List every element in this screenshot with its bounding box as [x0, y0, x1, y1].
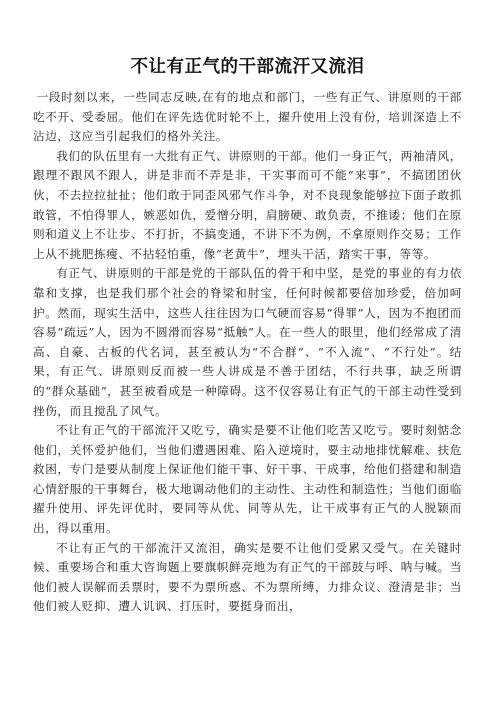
- paragraph: 一段时刻以来，一些同志反映,在有的地点和部门，一些有正气、讲原则的干部吃不开、受委屈。他们在评先选优时轮不上，擢升使用上没有份，培训深造上不沾边，这应当引起我们的格外关注。: [33, 90, 462, 144]
- paragraph: 不让有正气的干部流汗又吃亏，确实是要不让他们吃苦又吃亏。要时刻惦念他们，关怀爱护他们，当他们遭遇困难、陷入逆境时，要主动地排忧解难、扶危救困，专门是要从制度上保证他们能干事、好干事、干成事，给他们搭建和制造心情舒服的干事舞台，极大地调动他们的主动性、主动性和制造性；当他们面临擢升使用、评先评优时，要同等从优、同等从先，让干成事有正气的人脱颖而出，得以重用。: [33, 423, 462, 536]
- paragraph: 不让有正气的干部流汗又流泪，确实是要不让他们受累又受气。在关键时候、重要场合和重大咨询题上要旗帜鲜亮地为有正气的干部鼓与呼、呐与喊。当他们被人误解而丢票时，要不为票所惑、不为票所缚，力排众议、澄清是非；当他们被人贬抑、遭人讥讽、打压时，要挺身而出，: [33, 540, 462, 614]
- paragraph: 有正气、讲原则的干部是党的干部队伍的骨干和中坚，是党的事业的有力依靠和支撑，也是我们那个社会的脊梁和肘宝，任何时候都要倍加珍爱，倍加呵护。然而，现实生活中，这些人往往因为口气硬而容易“得罪”人，因为不抱团而容易“疏远”人，因为不圆滑而容易“抵触”人。在一些人的眼里，他们经常成了清高、自豪、古板的代名词，甚至被认为“不合群”、“不入流”、“不行处”。结果，有正气、讲原则反而被一些人讲成是不善于团结，不行共事，缺乏所谓的“群众基础”，甚至被看成是一种障碍。这不仅容易让有正气的干部主动性受到挫伤，而且搅乱了风气。: [33, 266, 462, 418]
- document-title: 不让有正气的干部流汗又流泪: [130, 57, 365, 77]
- paragraph: 我们的队伍里有一大批有正气、讲原则的干部。他们一身正气，两袖清风，跟理不跟风不跟人，讲是非而不弄是非，干实事而可不能“来事”，不搞团团伙伙，不去拉拉扯扯；他们敢于同歪风邪气作斗争，对不良现象能够拉下面子敢抓敢管，不怕得罪人，嫉恶如仇，爱憎分明，肩膀硬、敢负责，不推诿；他们在原则和道义上不让步、不打折，不搞变通，不讲下不为例，不拿原则作交易；工作上从不挑肥拣瘦、不拈轻怕重，像“老黄牛”，埋头干活，踏实干事，等等。: [33, 148, 462, 261]
